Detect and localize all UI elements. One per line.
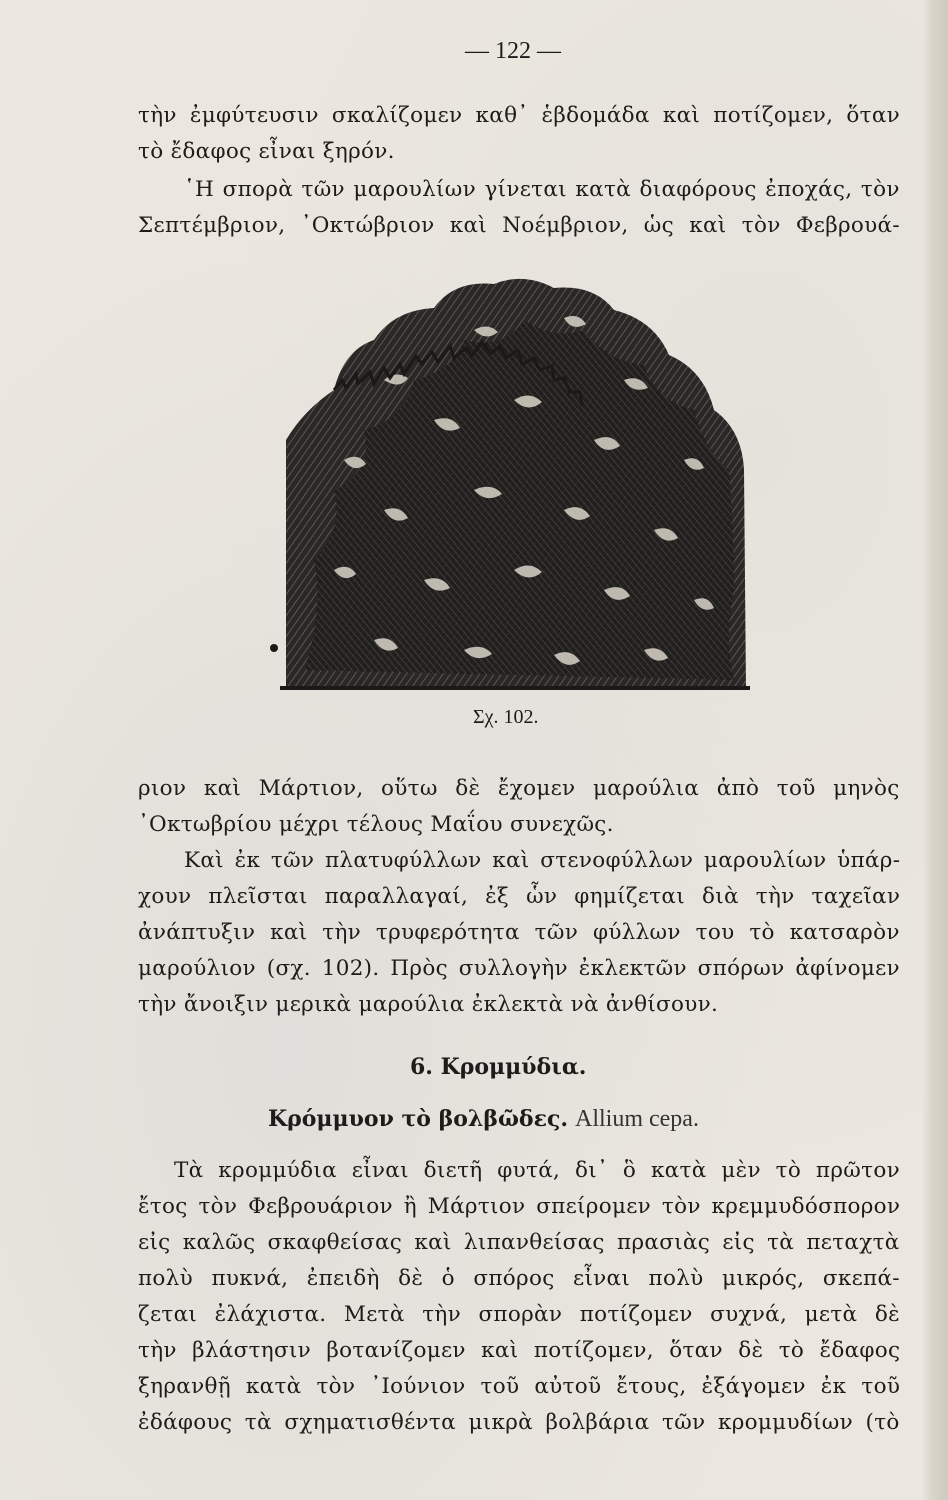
text-line: μαρούλιον (σχ. 102). Πρὸς συλλογὴν ἐκλεκτῶν σπόρων ἀφίνομεν xyxy=(138,956,900,981)
text-line: ῾Η σπορὰ τῶν μαρουλίων γίνεται κατὰ διαφόρους ἐποχάς, τὸν xyxy=(184,177,900,202)
text-line: ζεται ἐλάχιστα. Μετὰ τὴν σπορὰν ποτίζομεν συχνά, μετὰ δὲ xyxy=(138,1302,900,1327)
page-edge-shadow xyxy=(922,0,948,1500)
text-line: ξηρανθῇ κατὰ τὸν ᾽Ιούνιον τοῦ αὐτοῦ ἔτους, ἐξάγομεν ἐκ τοῦ xyxy=(138,1374,901,1399)
text-line: χουν πλεῖσται παραλλαγαί, ἐξ ὧν φημίζεται διὰ τὴν ταχεῖαν xyxy=(138,884,901,909)
text-line: πολὺ πυκνά, ἐπειδὴ δὲ ὁ σπόρος εἶναι πολὺ μικρός, σκεπά- xyxy=(138,1266,900,1291)
figure-caption: Σχ. 102. xyxy=(473,706,539,728)
text-line: Τὰ κρομμύδια εἶναι διετῆ φυτά, δι᾽ ὃ κατὰ μὲν τὸ πρῶτον xyxy=(174,1158,900,1183)
text-line: τὸ ἔδαφος εἶναι ξηρόν. xyxy=(138,139,395,164)
text-line: ἔτος τὸν Φεβρουάριον ἢ Μάρτιον σπείρομεν τὸν κρεμμυδόσπορον xyxy=(138,1194,901,1219)
subheading xyxy=(268,1106,699,1133)
lettuce-illustration xyxy=(264,270,764,700)
section-heading: 6. Κρομμύδια. xyxy=(410,1054,587,1080)
text-line: ἐδάφους τὰ σχηματισθέντα μικρὰ βολβάρια τῶν κρομμυδίων (τὸ xyxy=(138,1410,900,1435)
text-line: ριον καὶ Μάρτιον, οὕτω δὲ ἔχομεν μαρούλια ἀπὸ τοῦ μηνὸς xyxy=(138,776,900,801)
text-line: τὴν ἄνοιξιν μερικὰ μαρούλια ἐκλεκτὰ νὰ ἀνθίσουν. xyxy=(138,992,719,1017)
text-line: τὴν ἐμφύτευσιν σκαλίζομεν καθ᾽ ἑβδομάδα καὶ ποτίζομεν, ὅταν xyxy=(138,103,901,128)
text-line: ἀνάπτυξιν καὶ τὴν τρυφερότητα τῶν φύλλων του τὸ κατσαρὸν xyxy=(138,920,900,945)
text-line: τὴν βλάστησιν βοτανίζομεν καὶ ποτίζομεν, ὅταν δὲ τὸ ἔδαφος xyxy=(138,1338,901,1363)
page-number: — 122 — xyxy=(465,38,561,64)
subheading-greek: Κρόμμυον τὸ βολβῶδες. xyxy=(268,1106,568,1132)
text-line: Καὶ ἐκ τῶν πλατυφύλλων καὶ στενοφύλλων μαρουλίων ὑπάρ- xyxy=(184,848,901,873)
text-line: Σεπτέμβριον, ᾽Οκτώβριον καὶ Νοέμβριον, ὡς καὶ τὸν Φεβρουά- xyxy=(138,213,900,238)
text-line: εἰς καλῶς σκαφθείσας καὶ λιπανθείσας πρασιὰς εἰς τὰ πεταχτὰ xyxy=(138,1230,900,1255)
subheading-latin: Allium cepa. xyxy=(575,1106,699,1132)
text-line: ᾽Οκτωβρίου μέχρι τέλους Μαΐου συνεχῶς. xyxy=(138,812,614,837)
